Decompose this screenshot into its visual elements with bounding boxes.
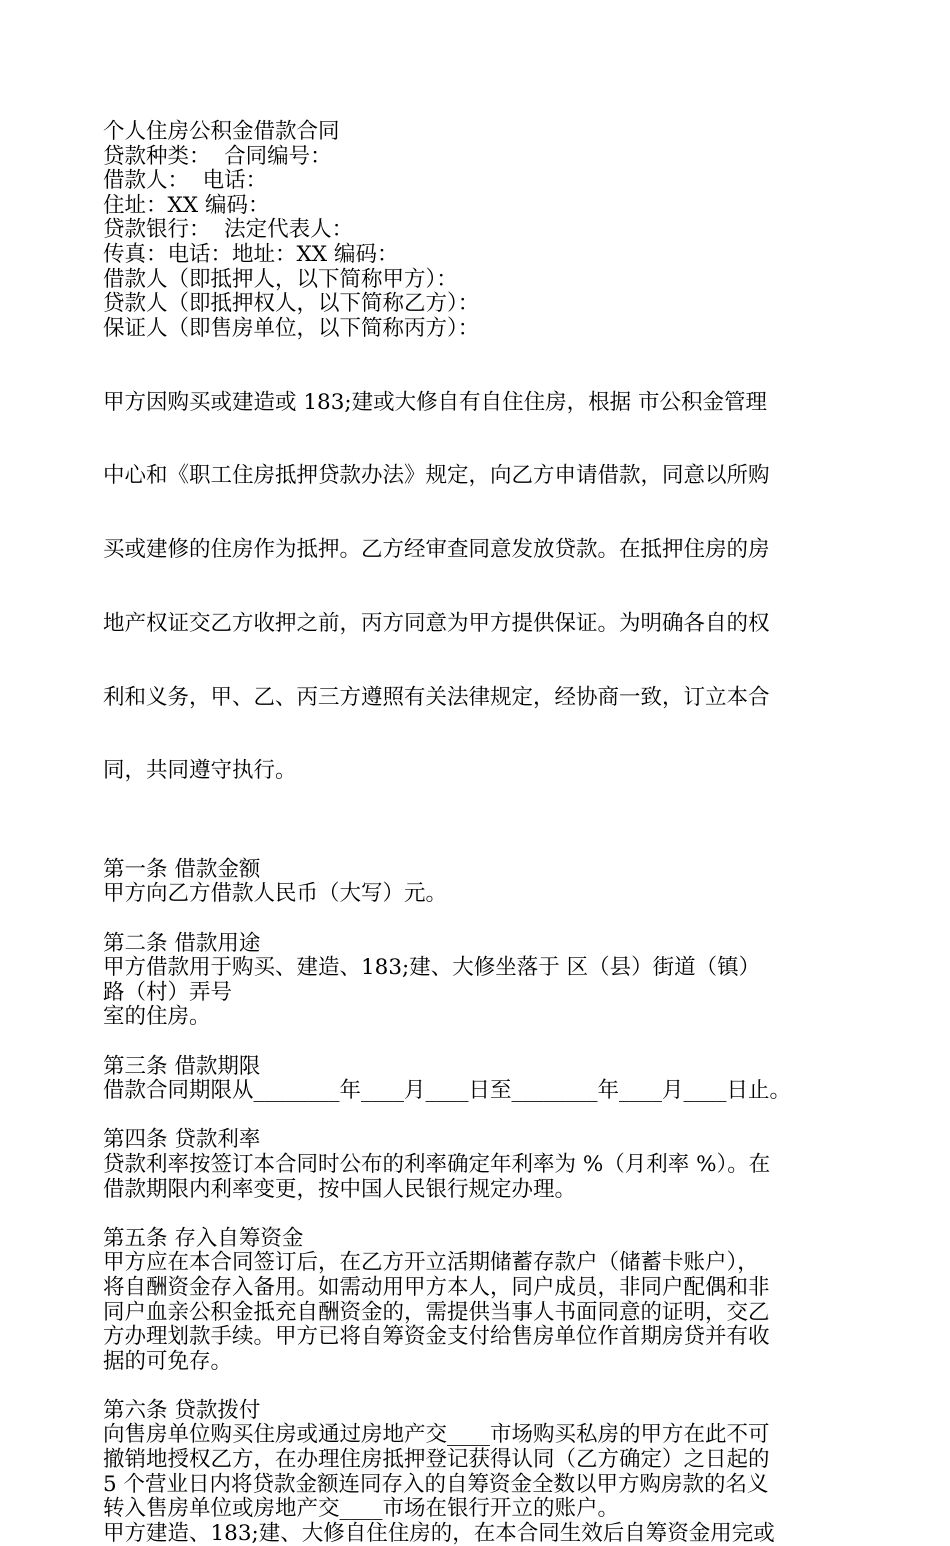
article-4 <box>103 1128 863 1202</box>
article-heading: 第二条 借款用途 <box>103 930 261 956</box>
article-5 <box>103 1227 863 1375</box>
article-6 <box>103 1399 863 1546</box>
spacer <box>103 1104 863 1129</box>
spacer <box>103 1202 863 1227</box>
article-2 <box>103 932 863 1030</box>
article-line: 贷款利率按签订本合同时公布的利率确定年利率为 %（月利率 %）。在 <box>103 1151 771 1177</box>
article-heading: 第三条 借款期限 <box>103 1053 261 1079</box>
article-line: 甲方借款用于购买、建造、183;建、大修坐落于 区（县）街道（镇） <box>103 955 761 981</box>
preamble-line: 地产权证交乙方收押之前，丙方同意为甲方提供保证。为明确各自的权 <box>103 610 770 636</box>
article-line: 甲方应在本合同签订后，在乙方开立活期储蓄存款户（储蓄卡账户）， <box>103 1250 759 1276</box>
header-line-bank: 贷款银行： 法定代表人： <box>103 217 354 243</box>
article-line: 撤销地授权乙方，在办理住房抵押登记获得认同（乙方确定）之日起的 <box>103 1447 770 1473</box>
article-heading: 第一条 借款金额 <box>103 856 261 882</box>
header-line-party-c: 保证人（即售房单位，以下简称丙方）： <box>103 315 480 341</box>
article-1 <box>103 858 863 907</box>
document-title: 个人住房公积金借款合同 <box>103 119 340 144</box>
preamble-paragraph <box>103 341 863 833</box>
spacer <box>103 833 863 858</box>
spacer <box>103 1374 863 1399</box>
header-line-address: 住址：XX 编码： <box>103 192 270 218</box>
article-line: 借款合同期限从________年____月____日至________年____月____日止。 <box>103 1078 792 1104</box>
article-line: 室的住房。 <box>103 1004 211 1030</box>
header-line-party-a: 借款人（即抵押人，以下简称甲方）： <box>103 266 458 292</box>
header-line-party-b: 贷款人（即抵押权人，以下简称乙方）： <box>103 291 480 317</box>
contract-document <box>103 120 863 1546</box>
header-line-borrower: 借款人： 电话： <box>103 168 268 194</box>
preamble-line: 中心和《职工住房抵押贷款办法》规定，向乙方申请借款，同意以所购 <box>103 463 770 489</box>
article-line: 路（村）弄号 <box>103 979 233 1005</box>
article-heading: 第四条 贷款利率 <box>103 1127 261 1153</box>
article-heading: 第六条 贷款拨付 <box>103 1397 261 1423</box>
preamble-line: 买或建修的住房作为抵押。乙方经审查同意发放贷款。在抵押住房的房 <box>103 537 770 563</box>
article-line: 同户血亲公积金抵充自酬资金的，需提供当事人书面同意的证明，交乙 <box>103 1299 770 1325</box>
article-line: 转入售房单位或房地产交____市场在银行开立的账户。 <box>103 1496 620 1522</box>
preamble-line: 甲方因购买或建造或 183;建或大修自有自住住房，根据 市公积金管理 <box>103 389 767 415</box>
article-line: 甲方向乙方借款人民币（大写）元。 <box>103 881 448 907</box>
spacer <box>103 1030 863 1055</box>
article-heading: 第五条 存入自筹资金 <box>103 1225 304 1251</box>
preamble-line: 同，共同遵守执行。 <box>103 758 297 784</box>
article-line: 方办理划款手续。甲方已将自筹资金支付给售房单位作首期房贷并有收 <box>103 1324 770 1350</box>
article-line: 据的可免存。 <box>103 1348 233 1374</box>
article-line: 借款期限内利率变更，按中国人民银行规定办理。 <box>103 1176 577 1202</box>
preamble-line: 利和义务，甲、乙、丙三方遵照有关法律规定，经协商一致，订立本合 <box>103 684 770 710</box>
header-line-fax: 传真：电话：地址：XX 编码： <box>103 241 399 267</box>
article-line: 甲方建造、183;建、大修自住住房的，在本合同生效后自筹资金用完或 <box>103 1520 775 1546</box>
article-3 <box>103 1055 863 1104</box>
spacer <box>103 907 863 932</box>
article-line: 5 个营业日内将贷款金额连同存入的自筹资金全数以甲方购房款的名义 <box>103 1471 769 1497</box>
header-line-loan-type: 贷款种类： 合同编号： <box>103 143 332 169</box>
article-line: 将自酬资金存入备用。如需动用甲方本人，同户成员，非同户配偶和非 <box>103 1274 770 1300</box>
article-line: 向售房单位购买住房或通过房地产交____市场购买私房的甲方在此不可 <box>103 1422 770 1448</box>
